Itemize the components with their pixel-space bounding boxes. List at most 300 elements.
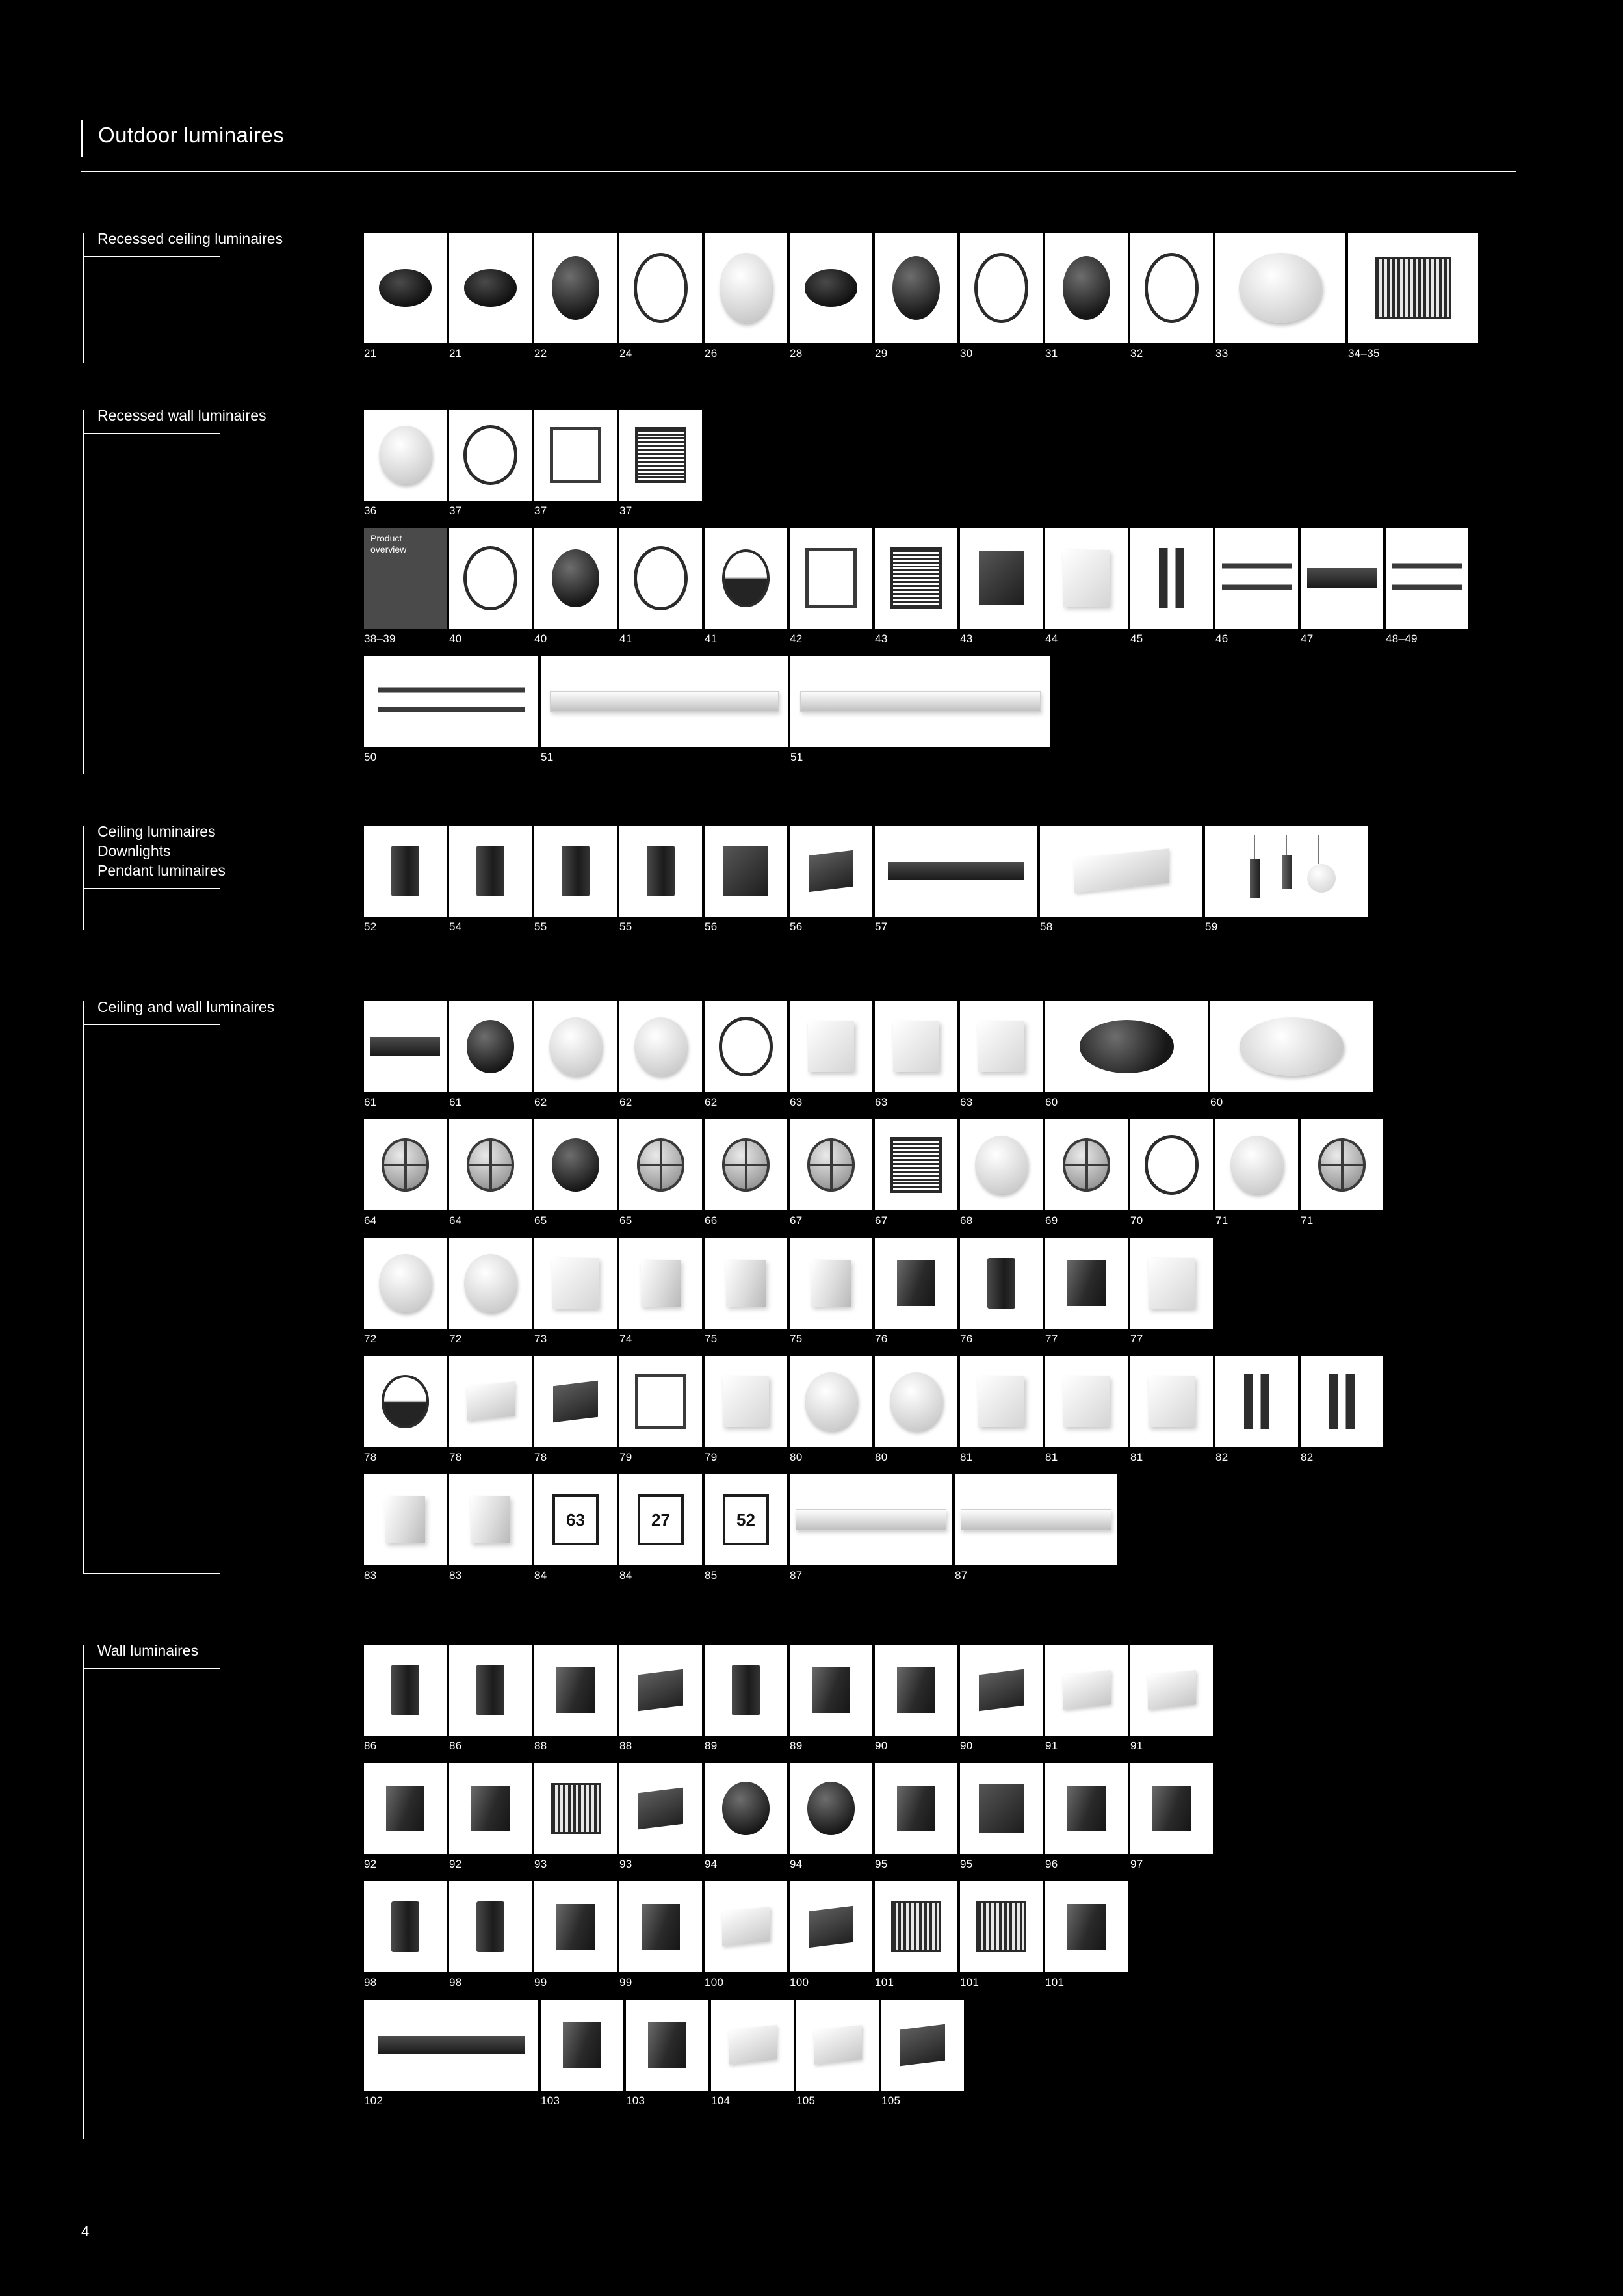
product-thumbnail[interactable] [619, 1645, 702, 1736]
product-thumbnail[interactable] [960, 528, 1043, 629]
thumbnail-page-number: 84 [619, 1569, 632, 1582]
luminaire-shape-box-dark [1067, 1260, 1105, 1306]
thumbnail-page-number: 98 [449, 1976, 462, 1989]
product-thumbnail[interactable] [875, 826, 1037, 917]
thumbnail-page-number: 97 [1130, 1858, 1143, 1870]
product-thumbnail[interactable] [875, 233, 957, 343]
product-thumbnail[interactable] [619, 826, 702, 917]
thumbnail-page-number: 31 [1045, 347, 1058, 359]
product-thumbnail[interactable] [790, 1645, 872, 1736]
product-thumbnail[interactable] [534, 1763, 617, 1854]
thumbnail-page-number: 85 [705, 1569, 718, 1582]
product-thumbnail[interactable] [875, 1645, 957, 1736]
section-label [97, 406, 266, 425]
luminaire-shape-grill [890, 1137, 942, 1193]
product-thumbnail[interactable] [790, 1474, 952, 1565]
product-thumbnail[interactable] [705, 528, 787, 629]
thumbnail-image [534, 410, 617, 501]
product-thumbnail[interactable] [619, 1119, 702, 1210]
luminaire-shape-sq-dark [979, 1784, 1024, 1833]
thumbnail-page-number: 46 [1215, 633, 1228, 645]
product-thumbnail[interactable] [364, 410, 447, 501]
product-thumbnail[interactable] [364, 528, 447, 629]
thumbnail-page-number: 42 [790, 633, 803, 645]
luminaire-shape-disc-light [379, 426, 432, 484]
product-thumbnail[interactable] [364, 2000, 538, 2091]
luminaire-shape-wedge-light [1063, 1671, 1111, 1710]
product-thumbnail[interactable] [881, 2000, 964, 2091]
product-thumbnail[interactable] [705, 1238, 787, 1329]
section-label-line: Downlights [97, 842, 171, 859]
product-thumbnail[interactable] [1045, 1645, 1128, 1736]
thumbnail-image [364, 1356, 447, 1447]
thumbnail-page-number: 91 [1045, 1740, 1058, 1752]
thumbnail-image [790, 1001, 872, 1092]
product-thumbnail[interactable] [364, 1763, 447, 1854]
thumbnail-page-number: 74 [619, 1333, 632, 1345]
thumbnail-image [705, 826, 787, 917]
product-thumbnail[interactable] [449, 826, 532, 917]
thumbnail-page-number: 48–49 [1386, 633, 1418, 645]
thumbnail-image [364, 2000, 538, 2091]
thumbnail-page-number: 100 [705, 1976, 724, 1989]
section-label [97, 229, 283, 248]
product-thumbnail[interactable] [619, 410, 702, 501]
product-thumbnail[interactable] [1215, 1356, 1298, 1447]
product-thumbnail[interactable] [960, 233, 1043, 343]
product-thumbnail[interactable] [364, 1001, 447, 1092]
section-bracket [83, 1001, 84, 1573]
thumbnail-image [619, 528, 702, 629]
thumbnail-page-number: 22 [534, 347, 547, 359]
product-thumbnail[interactable] [534, 1881, 617, 1972]
product-thumbnail[interactable] [1301, 528, 1383, 629]
product-thumbnail[interactable] [790, 1763, 872, 1854]
thumbnail-page-number: 78 [534, 1451, 547, 1463]
product-thumbnail[interactable] [705, 1119, 787, 1210]
product-thumbnail[interactable] [705, 1645, 787, 1736]
product-thumbnail[interactable] [619, 1356, 702, 1447]
page-number: 4 [81, 2223, 90, 2239]
product-thumbnail[interactable] [619, 1763, 702, 1854]
thumbnail-page-number: 58 [1040, 920, 1053, 933]
product-thumbnail[interactable] [534, 1238, 617, 1329]
product-thumbnail[interactable] [705, 826, 787, 917]
luminaire-shape-disc-dark [1063, 256, 1111, 320]
luminaire-shape-louvre [891, 1901, 941, 1953]
product-thumbnail[interactable] [1040, 826, 1202, 917]
thumbnail-page-number: 62 [619, 1096, 632, 1108]
product-thumbnail[interactable] [449, 410, 532, 501]
product-thumbnail[interactable] [534, 410, 617, 501]
thumbnail-image [619, 1763, 702, 1854]
product-thumbnail[interactable] [449, 1763, 532, 1854]
product-thumbnail[interactable] [1130, 528, 1213, 629]
product-thumbnail[interactable] [541, 656, 788, 747]
thumbnail-image [534, 1881, 617, 1972]
thumbnail-image [619, 826, 702, 917]
luminaire-shape-ring [463, 425, 518, 484]
section-label-underline [83, 256, 220, 257]
thumbnail-image [705, 1645, 787, 1736]
product-thumbnail[interactable] [534, 1001, 617, 1092]
product-thumbnail[interactable] [1130, 1763, 1213, 1854]
product-thumbnail[interactable] [449, 528, 532, 629]
thumbnail-page-number: 21 [449, 347, 462, 359]
product-thumbnail[interactable] [619, 1881, 702, 1972]
luminaire-shape-box-dark [897, 1786, 935, 1831]
luminaire-shape-vbars [1244, 1374, 1269, 1429]
product-thumbnail[interactable] [534, 1474, 617, 1565]
product-thumbnail[interactable] [449, 1881, 532, 1972]
product-thumbnail[interactable] [449, 1119, 532, 1210]
thumbnail-page-number: 75 [705, 1333, 718, 1345]
product-thumbnail[interactable] [534, 1119, 617, 1210]
product-thumbnail[interactable] [960, 1001, 1043, 1092]
thumbnail-page-number: 55 [619, 920, 632, 933]
luminaire-shape-halfdisc [722, 549, 770, 608]
luminaire-shape-box-dark [563, 2022, 601, 2068]
thumbnail-page-number: 81 [1130, 1451, 1143, 1463]
header-rule-bottom [81, 171, 1516, 172]
luminaire-shape-sq-dark [979, 551, 1024, 606]
thumbnail-image [705, 1881, 787, 1972]
product-thumbnail[interactable] [619, 1001, 702, 1092]
thumbnail-image [619, 1645, 702, 1736]
product-thumbnail[interactable] [449, 1001, 532, 1092]
product-thumbnail[interactable] [1301, 1356, 1383, 1447]
product-thumbnail[interactable] [619, 528, 702, 629]
product-thumbnail[interactable] [449, 1474, 532, 1565]
luminaire-shape-ring [634, 253, 688, 324]
product-thumbnail[interactable] [960, 1356, 1043, 1447]
thumbnail-image [534, 1119, 617, 1210]
product-thumbnail[interactable] [364, 1119, 447, 1210]
thumbnail-page-number: 80 [790, 1451, 803, 1463]
product-thumbnail[interactable] [955, 1474, 1117, 1565]
thumbnail-page-number: 95 [875, 1858, 888, 1870]
product-thumbnail[interactable] [534, 826, 617, 917]
luminaire-shape-cyl-dark [987, 1258, 1015, 1309]
product-thumbnail[interactable] [1045, 1763, 1128, 1854]
luminaire-shape-sq-light [1063, 1376, 1110, 1427]
product-thumbnail[interactable] [875, 528, 957, 629]
product-thumbnail[interactable] [449, 1645, 532, 1736]
product-thumbnail[interactable] [875, 1763, 957, 1854]
product-thumbnail[interactable] [960, 1881, 1043, 1972]
thumbnail-page-number: 30 [960, 347, 973, 359]
thumbnail-page-number: 56 [705, 920, 718, 933]
thumbnail-page-number: 92 [449, 1858, 462, 1870]
product-thumbnail[interactable] [960, 1645, 1043, 1736]
thumbnail-image [875, 1763, 957, 1854]
thumbnail-page-number: 98 [364, 1976, 377, 1989]
luminaire-shape-wedge-dark [979, 1669, 1024, 1711]
product-thumbnail[interactable] [449, 233, 532, 343]
thumbnail-page-number: 77 [1045, 1333, 1058, 1345]
product-thumbnail[interactable] [875, 1356, 957, 1447]
thumbnail-page-number: 91 [1130, 1740, 1143, 1752]
product-thumbnail[interactable] [960, 1763, 1043, 1854]
product-thumbnail[interactable] [1130, 233, 1213, 343]
thumbnail-page-number: 101 [960, 1976, 980, 1989]
product-thumbnail[interactable] [705, 1881, 787, 1972]
product-thumbnail[interactable] [1205, 826, 1368, 917]
house-number-plate: 52 [723, 1494, 770, 1545]
thumbnail-image [705, 1001, 787, 1092]
product-thumbnail[interactable] [364, 1474, 447, 1565]
thumbnail-image [1130, 1119, 1213, 1210]
thumbnail-image [364, 410, 447, 501]
thumbnail-page-number: 65 [534, 1214, 547, 1227]
thumbnail-image [534, 1763, 617, 1854]
product-thumbnail[interactable] [960, 1119, 1043, 1210]
thumbnail-page-number: 93 [534, 1858, 547, 1870]
product-thumbnail[interactable] [711, 2000, 794, 2091]
thumbnail-page-number: 105 [881, 2094, 901, 2107]
thumbnail-image [705, 1238, 787, 1329]
product-thumbnail[interactable] [790, 1356, 872, 1447]
thumbnail-page-number: 86 [449, 1740, 462, 1752]
product-thumbnail[interactable] [1301, 1119, 1383, 1210]
product-thumbnail[interactable] [364, 826, 447, 917]
thumbnail-page-number: 37 [449, 504, 462, 517]
thumbnail-image [619, 1356, 702, 1447]
luminaire-shape-wedge-dark [638, 1669, 683, 1711]
product-thumbnail[interactable] [534, 1645, 617, 1736]
product-thumbnail[interactable] [796, 2000, 879, 2091]
thumbnail-image [875, 1001, 957, 1092]
luminaire-shape-disc-light [805, 1372, 857, 1431]
product-thumbnail[interactable] [960, 1238, 1043, 1329]
luminaire-shape-cage [382, 1138, 430, 1191]
luminaire-shape-box-dark [897, 1260, 935, 1306]
thumbnail-image [449, 1881, 532, 1972]
thumbnail-page-number: 44 [1045, 633, 1058, 645]
product-thumbnail[interactable] [790, 826, 872, 917]
product-thumbnail[interactable] [541, 2000, 623, 2091]
product-thumbnail[interactable] [1130, 1238, 1213, 1329]
product-thumbnail[interactable] [1045, 1356, 1128, 1447]
product-thumbnail[interactable] [875, 1119, 957, 1210]
luminaire-shape-wedge-light [722, 1907, 770, 1947]
product-thumbnail[interactable] [1045, 1881, 1128, 1972]
thumbnail-image [790, 528, 872, 629]
product-thumbnail[interactable] [1045, 233, 1128, 343]
section-label-underline [83, 1668, 220, 1669]
product-thumbnail[interactable] [626, 2000, 708, 2091]
luminaire-shape-sq-outline [805, 548, 857, 609]
product-thumbnail[interactable] [1215, 1119, 1298, 1210]
product-thumbnail[interactable] [1130, 1645, 1213, 1736]
luminaire-shape-box-dark [1067, 1786, 1105, 1831]
thumbnail-page-number: 64 [364, 1214, 377, 1227]
thumbnail-image [1045, 1119, 1128, 1210]
luminaire-shape-grill [890, 547, 942, 609]
product-thumbnail[interactable] [364, 1881, 447, 1972]
product-thumbnail[interactable] [1130, 1119, 1213, 1210]
thumbnail-page-number: 89 [705, 1740, 718, 1752]
luminaire-shape-bar-dark [1307, 568, 1377, 588]
luminaire-shape-disc-light [1230, 1136, 1283, 1194]
product-thumbnail[interactable] [1045, 1119, 1128, 1210]
product-thumbnail[interactable] [1045, 1238, 1128, 1329]
thumbnail-page-number: 78 [449, 1451, 462, 1463]
thumbnail-image [1205, 826, 1368, 917]
product-thumbnail[interactable] [790, 1001, 872, 1092]
thumbnail-page-number: 43 [875, 633, 888, 645]
thumbnail-page-number: 40 [449, 633, 462, 645]
product-thumbnail[interactable] [364, 233, 447, 343]
luminaire-shape-halfdisc [382, 1375, 430, 1428]
product-thumbnail[interactable] [619, 233, 702, 343]
product-thumbnail[interactable] [449, 1356, 532, 1447]
product-thumbnail[interactable] [1130, 1356, 1213, 1447]
thumbnail-page-number: 80 [875, 1451, 888, 1463]
thumbnail-image [705, 528, 787, 629]
product-thumbnail[interactable] [449, 1238, 532, 1329]
product-thumbnail[interactable] [875, 1881, 957, 1972]
luminaire-shape-wedge-dark [900, 2024, 945, 2066]
product-thumbnail[interactable] [875, 1001, 957, 1092]
thumbnail-image [619, 1119, 702, 1210]
product-thumbnail[interactable] [875, 1238, 957, 1329]
thumbnail-image [1045, 1238, 1128, 1329]
thumbnail-image [875, 826, 1037, 917]
product-thumbnail[interactable] [534, 233, 617, 343]
thumbnail-image [1045, 528, 1128, 629]
luminaire-shape-ring [974, 253, 1029, 324]
product-thumbnail[interactable] [534, 528, 617, 629]
luminaire-shape-vbars [1159, 548, 1184, 608]
luminaire-shape-disc-dark [722, 1782, 770, 1834]
product-thumbnail[interactable] [364, 1356, 447, 1447]
product-thumbnail[interactable] [1045, 1001, 1208, 1092]
product-thumbnail[interactable] [1215, 233, 1345, 343]
thumbnail-page-number: 105 [796, 2094, 816, 2107]
thumbnail-image [796, 2000, 879, 2091]
thumbnail-page-number: 83 [449, 1569, 462, 1582]
thumbnail-page-number: 51 [541, 751, 554, 763]
product-thumbnail[interactable] [790, 1238, 872, 1329]
thumbnail-page-number: 63 [960, 1096, 973, 1108]
product-thumbnail[interactable] [790, 1119, 872, 1210]
thumbnail-image [534, 1474, 617, 1565]
thumbnail-page-number: 87 [955, 1569, 968, 1582]
product-thumbnail[interactable] [534, 1356, 617, 1447]
luminaire-shape-disc-light [975, 1136, 1028, 1194]
product-thumbnail[interactable] [790, 233, 872, 343]
section-label-line: Recessed wall luminaires [97, 407, 266, 424]
luminaire-shape-disc-light [1240, 1017, 1344, 1076]
product-thumbnail[interactable] [790, 528, 872, 629]
thumbnail-image [1210, 1001, 1373, 1092]
thumbnail-page-number: 63 [875, 1096, 888, 1108]
thumbnail-page-number: 75 [790, 1333, 803, 1345]
thumbnail-page-number: 32 [1130, 347, 1143, 359]
thumbnail-image [1215, 1356, 1298, 1447]
luminaire-shape-box-dark [642, 1904, 679, 1950]
luminaire-shape-box-dark [386, 1786, 424, 1831]
product-thumbnail[interactable] [790, 656, 1050, 747]
product-thumbnail[interactable] [1210, 1001, 1373, 1092]
product-thumbnail[interactable] [1045, 528, 1128, 629]
thumbnail-image [960, 233, 1043, 343]
product-thumbnail[interactable] [1215, 528, 1298, 629]
thumbnail-page-number: 94 [790, 1858, 803, 1870]
luminaire-shape-louvre [551, 1783, 601, 1834]
thumbnail-page-number: 79 [619, 1451, 632, 1463]
product-thumbnail[interactable] [705, 1474, 787, 1565]
luminaire-shape-slot-lines [1392, 551, 1462, 606]
thumbnail-image [875, 1119, 957, 1210]
product-thumbnail[interactable] [1348, 233, 1478, 343]
thumbnail-page-number: 95 [960, 1858, 973, 1870]
thumbnail-page-number: 62 [534, 1096, 547, 1108]
thumbnail-image [449, 1001, 532, 1092]
thumbnail-page-number: 26 [705, 347, 718, 359]
luminaire-shape-box-dark [1067, 1904, 1105, 1950]
thumbnail-image [364, 1474, 447, 1565]
thumbnail-page-number: 59 [1205, 920, 1218, 933]
thumbnail-page-number: 71 [1215, 1214, 1228, 1227]
thumbnail-page-number: 82 [1215, 1451, 1228, 1463]
thumbnail-image [449, 1474, 532, 1565]
thumbnail-image [960, 1881, 1043, 1972]
luminaire-shape-disc-light [1239, 253, 1322, 324]
luminaire-shape-box-dark [471, 1786, 509, 1831]
product-thumbnail[interactable] [364, 656, 538, 747]
thumbnail-page-number: 36 [364, 504, 377, 517]
luminaire-shape-disc-dark [807, 1782, 855, 1834]
product-thumbnail[interactable] [705, 1356, 787, 1447]
product-thumbnail[interactable] [705, 1001, 787, 1092]
product-thumbnail[interactable] [705, 233, 787, 343]
luminaire-shape-disc-light [634, 1017, 687, 1076]
thumbnail-page-number: 54 [449, 920, 462, 933]
thumbnail-page-number: 81 [960, 1451, 973, 1463]
luminaire-shape-sq-light [1149, 1258, 1195, 1309]
product-thumbnail[interactable] [1386, 528, 1468, 629]
header-rule-left [81, 120, 83, 157]
thumbnail-page-number: 41 [705, 633, 718, 645]
thumbnail-image [449, 1356, 532, 1447]
thumbnail-image [534, 1238, 617, 1329]
product-thumbnail[interactable] [364, 1645, 447, 1736]
thumbnail-image [541, 2000, 623, 2091]
section-bracket-foot [83, 1573, 220, 1574]
luminaire-shape-disc-dark [1080, 1020, 1174, 1073]
product-thumbnail[interactable] [619, 1474, 702, 1565]
product-thumbnail[interactable] [619, 1238, 702, 1329]
luminaire-shape-box-light [811, 1260, 851, 1307]
luminaire-shape-wedge-dark [809, 850, 853, 892]
thumbnail-page-number: 71 [1301, 1214, 1314, 1227]
thumbnail-image [1386, 528, 1468, 629]
thumbnail-image [534, 1356, 617, 1447]
product-thumbnail[interactable] [364, 1238, 447, 1329]
thumbnail-page-number: 96 [1045, 1858, 1058, 1870]
luminaire-shape-sq-light [808, 1021, 854, 1072]
product-thumbnail[interactable] [790, 1881, 872, 1972]
thumbnail-image [790, 1645, 872, 1736]
thumbnail-image [364, 528, 447, 629]
thumbnail-image [1040, 826, 1202, 917]
product-thumbnail[interactable] [705, 1763, 787, 1854]
luminaire-shape-sq-light [723, 1376, 769, 1427]
luminaire-shape-cyl-dark [391, 1665, 419, 1715]
luminaire-shape-ring [634, 546, 688, 611]
